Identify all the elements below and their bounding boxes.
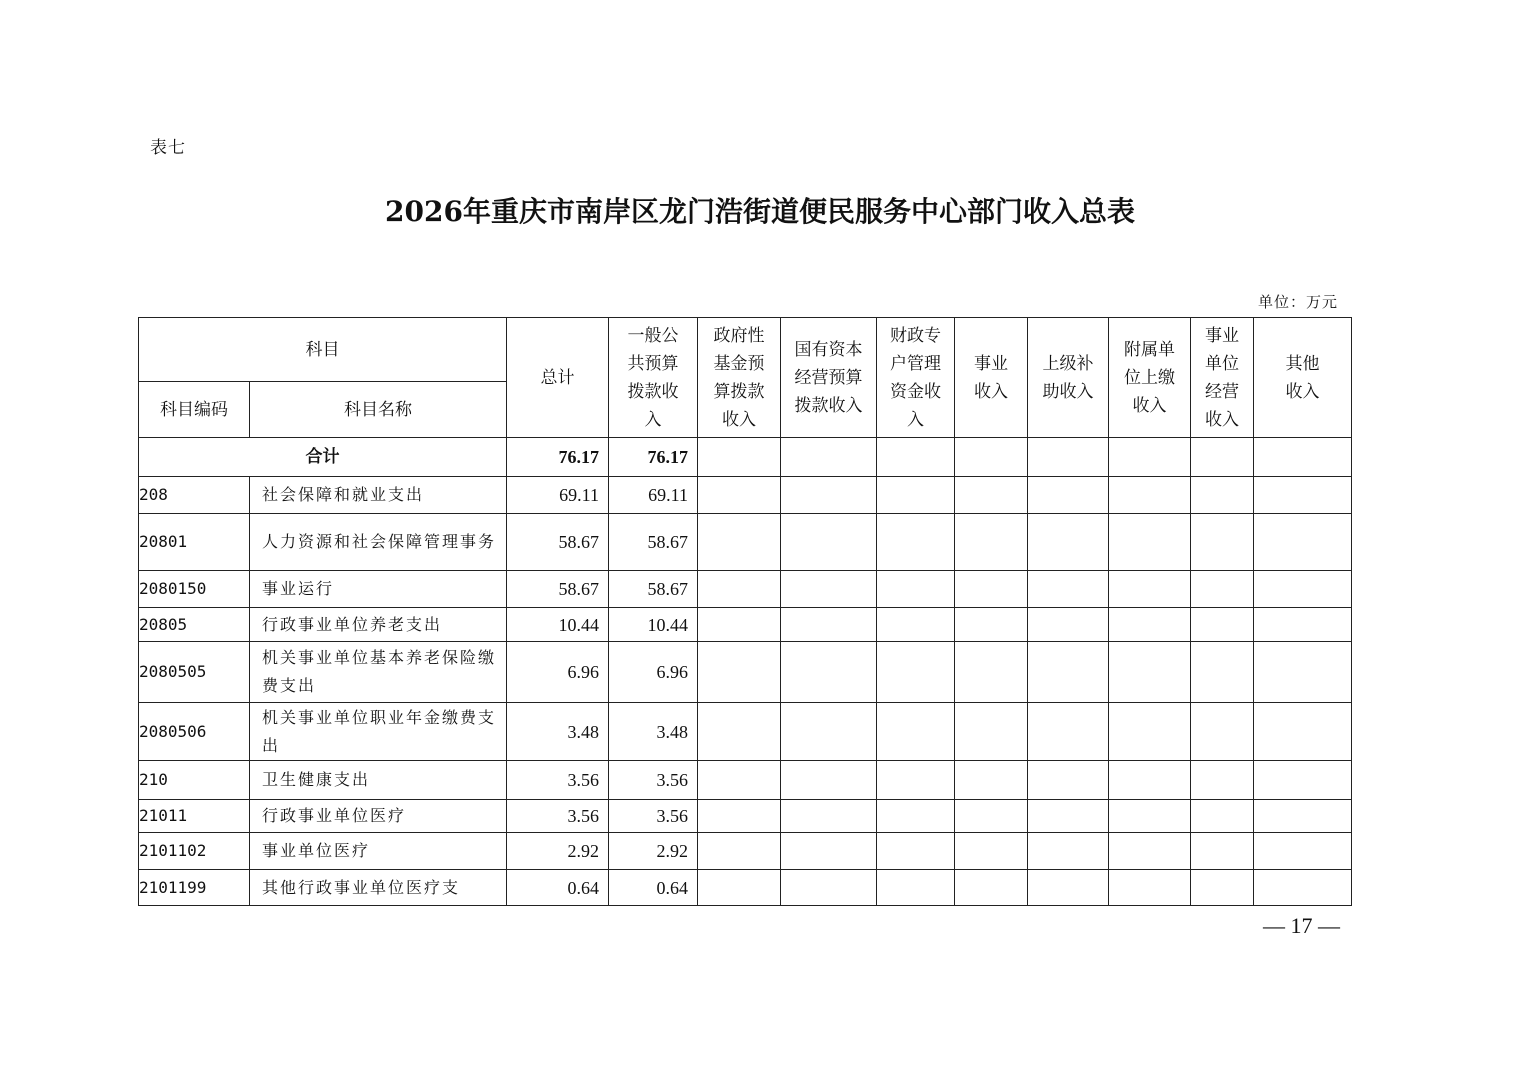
row-name: 行政事业单位医疗 (250, 800, 507, 833)
empty-cell (1254, 761, 1352, 800)
table-number-label: 表七 (150, 138, 186, 158)
page-number: — 17 — (1263, 913, 1340, 938)
row-name: 事业单位医疗 (250, 833, 507, 870)
row-code: 21011 (139, 800, 250, 833)
empty-cell (1109, 703, 1191, 761)
empty-cell (1028, 870, 1109, 906)
row-code: 2080505 (139, 642, 250, 703)
row-general: 2.92 (609, 833, 698, 870)
row-general: 6.96 (609, 642, 698, 703)
row-code: 2101199 (139, 870, 250, 906)
income-summary-table (138, 317, 1352, 906)
empty-cell (698, 571, 781, 608)
empty-cell (1028, 571, 1109, 608)
header-business-income-text: 事业收入 (974, 353, 1008, 402)
empty-cell (1028, 703, 1109, 761)
empty-cell (781, 870, 877, 906)
header-superior-subsidy (1028, 318, 1109, 438)
row-total: 3.56 (507, 800, 609, 833)
totals-row (139, 438, 1352, 477)
empty-cell (781, 514, 877, 571)
row-total: 3.56 (507, 761, 609, 800)
row-total: 69.11 (507, 477, 609, 514)
empty-cell (1254, 571, 1352, 608)
empty-cell (1109, 438, 1191, 477)
empty-cell (1109, 870, 1191, 906)
table-row (139, 800, 1352, 833)
empty-cell (1191, 870, 1254, 906)
table-row (139, 514, 1352, 571)
empty-cell (698, 642, 781, 703)
row-general: 3.48 (609, 703, 698, 761)
header-gov-fund (698, 318, 781, 438)
row-name: 人力资源和社会保障管理事务 (250, 514, 507, 571)
empty-cell (781, 477, 877, 514)
empty-cell (781, 642, 877, 703)
empty-cell (1028, 438, 1109, 477)
empty-cell (1191, 514, 1254, 571)
header-affiliated-unit (1109, 318, 1191, 438)
empty-cell (955, 608, 1028, 642)
table-row (139, 642, 1352, 703)
row-name: 社会保障和就业支出 (250, 477, 507, 514)
row-name: 机关事业单位基本养老保险缴费支出 (250, 642, 507, 703)
empty-cell (877, 438, 955, 477)
empty-cell (1028, 514, 1109, 571)
empty-cell (1109, 608, 1191, 642)
row-general: 3.56 (609, 761, 698, 800)
header-fiscal-account (877, 318, 955, 438)
header-general-budget-text: 一般公共预算拨款收入 (627, 325, 679, 430)
empty-cell (698, 761, 781, 800)
empty-cell (1254, 438, 1352, 477)
empty-cell (698, 833, 781, 870)
empty-cell (877, 870, 955, 906)
empty-cell (781, 761, 877, 800)
empty-cell (955, 477, 1028, 514)
empty-cell (955, 761, 1028, 800)
empty-cell (877, 608, 955, 642)
empty-cell (1028, 761, 1109, 800)
row-code: 2080506 (139, 703, 250, 761)
header-subject: 科目 (139, 318, 507, 382)
row-code: 208 (139, 477, 250, 514)
empty-cell (1109, 833, 1191, 870)
row-general: 10.44 (609, 608, 698, 642)
empty-cell (1028, 477, 1109, 514)
empty-cell (1109, 477, 1191, 514)
row-code: 20805 (139, 608, 250, 642)
empty-cell (1191, 571, 1254, 608)
empty-cell (1191, 703, 1254, 761)
empty-cell (877, 477, 955, 514)
row-general: 0.64 (609, 870, 698, 906)
empty-cell (781, 608, 877, 642)
row-code: 2101102 (139, 833, 250, 870)
header-subject-code: 科目编码 (139, 382, 250, 438)
empty-cell (955, 800, 1028, 833)
empty-cell (1191, 800, 1254, 833)
empty-cell (955, 870, 1028, 906)
row-general: 69.11 (609, 477, 698, 514)
empty-cell (877, 571, 955, 608)
row-code: 20801 (139, 514, 250, 571)
header-business-operation-text: 事业单位经营收入 (1205, 325, 1239, 430)
row-name: 事业运行 (250, 571, 507, 608)
empty-cell (781, 800, 877, 833)
empty-cell (698, 438, 781, 477)
page-title: 2026年重庆市南岸区龙门浩街道便民服务中心部门收入总表 (385, 195, 1135, 228)
empty-cell (1028, 833, 1109, 870)
empty-cell (1254, 833, 1352, 870)
empty-cell (877, 800, 955, 833)
empty-cell (1254, 514, 1352, 571)
totals-total: 76.17 (507, 438, 609, 477)
empty-cell (1191, 477, 1254, 514)
empty-cell (1028, 642, 1109, 703)
empty-cell (1191, 761, 1254, 800)
empty-cell (1109, 571, 1191, 608)
row-code: 2080150 (139, 571, 250, 608)
empty-cell (781, 703, 877, 761)
empty-cell (955, 438, 1028, 477)
empty-cell (1254, 642, 1352, 703)
header-affiliated-unit-text: 附属单位上缴收入 (1124, 339, 1175, 416)
row-name: 卫生健康支出 (250, 761, 507, 800)
row-code: 210 (139, 761, 250, 800)
empty-cell (1028, 800, 1109, 833)
empty-cell (877, 761, 955, 800)
table-row (139, 703, 1352, 761)
table-row (139, 761, 1352, 800)
empty-cell (1109, 761, 1191, 800)
row-name: 机关事业单位职业年金缴费支出 (250, 703, 507, 761)
header-subject-name: 科目名称 (250, 382, 507, 438)
empty-cell (955, 833, 1028, 870)
header-state-capital-text: 国有资本经营预算拨款收入 (794, 339, 863, 416)
empty-cell (955, 642, 1028, 703)
row-name: 其他行政事业单位医疗支 (250, 870, 507, 906)
table-row (139, 608, 1352, 642)
header-total: 总计 (507, 318, 609, 438)
empty-cell (955, 703, 1028, 761)
row-name: 行政事业单位养老支出 (250, 608, 507, 642)
empty-cell (877, 514, 955, 571)
empty-cell (1254, 608, 1352, 642)
empty-cell (781, 571, 877, 608)
header-business-income (955, 318, 1028, 438)
empty-cell (781, 833, 877, 870)
empty-cell (955, 571, 1028, 608)
empty-cell (698, 608, 781, 642)
header-business-operation (1191, 318, 1254, 438)
empty-cell (877, 642, 955, 703)
totals-label: 合计 (139, 438, 507, 477)
empty-cell (1254, 477, 1352, 514)
empty-cell (955, 514, 1028, 571)
empty-cell (781, 438, 877, 477)
header-superior-subsidy-text: 上级补助收入 (1042, 353, 1094, 402)
empty-cell (1191, 642, 1254, 703)
table-row (139, 477, 1352, 514)
table-row (139, 571, 1352, 608)
row-general: 3.56 (609, 800, 698, 833)
totals-general: 76.17 (609, 438, 698, 477)
table-row (139, 870, 1352, 906)
header-other-income (1254, 318, 1352, 438)
empty-cell (698, 870, 781, 906)
row-total: 0.64 (507, 870, 609, 906)
header-other-income-text: 其他收入 (1285, 353, 1320, 402)
empty-cell (1191, 608, 1254, 642)
header-state-capital (781, 318, 877, 438)
empty-cell (1254, 703, 1352, 761)
row-general: 58.67 (609, 514, 698, 571)
empty-cell (1109, 800, 1191, 833)
header-fiscal-account-text: 财政专户管理资金收入 (890, 325, 941, 430)
empty-cell (698, 703, 781, 761)
empty-cell (877, 833, 955, 870)
row-total: 10.44 (507, 608, 609, 642)
row-total: 3.48 (507, 703, 609, 761)
table-row (139, 833, 1352, 870)
unit-label: 单位：万元 (1257, 293, 1338, 311)
row-total: 2.92 (507, 833, 609, 870)
empty-cell (698, 514, 781, 571)
row-total: 6.96 (507, 642, 609, 703)
empty-cell (698, 477, 781, 514)
empty-cell (698, 800, 781, 833)
empty-cell (1109, 514, 1191, 571)
row-total: 58.67 (507, 514, 609, 571)
empty-cell (877, 703, 955, 761)
row-general: 58.67 (609, 571, 698, 608)
empty-cell (1254, 800, 1352, 833)
empty-cell (1191, 438, 1254, 477)
empty-cell (1109, 642, 1191, 703)
empty-cell (1254, 870, 1352, 906)
empty-cell (1191, 833, 1254, 870)
empty-cell (1028, 608, 1109, 642)
row-total: 58.67 (507, 571, 609, 608)
header-general-budget (609, 318, 698, 438)
header-gov-fund-text: 政府性基金预算拨款收入 (713, 325, 765, 430)
